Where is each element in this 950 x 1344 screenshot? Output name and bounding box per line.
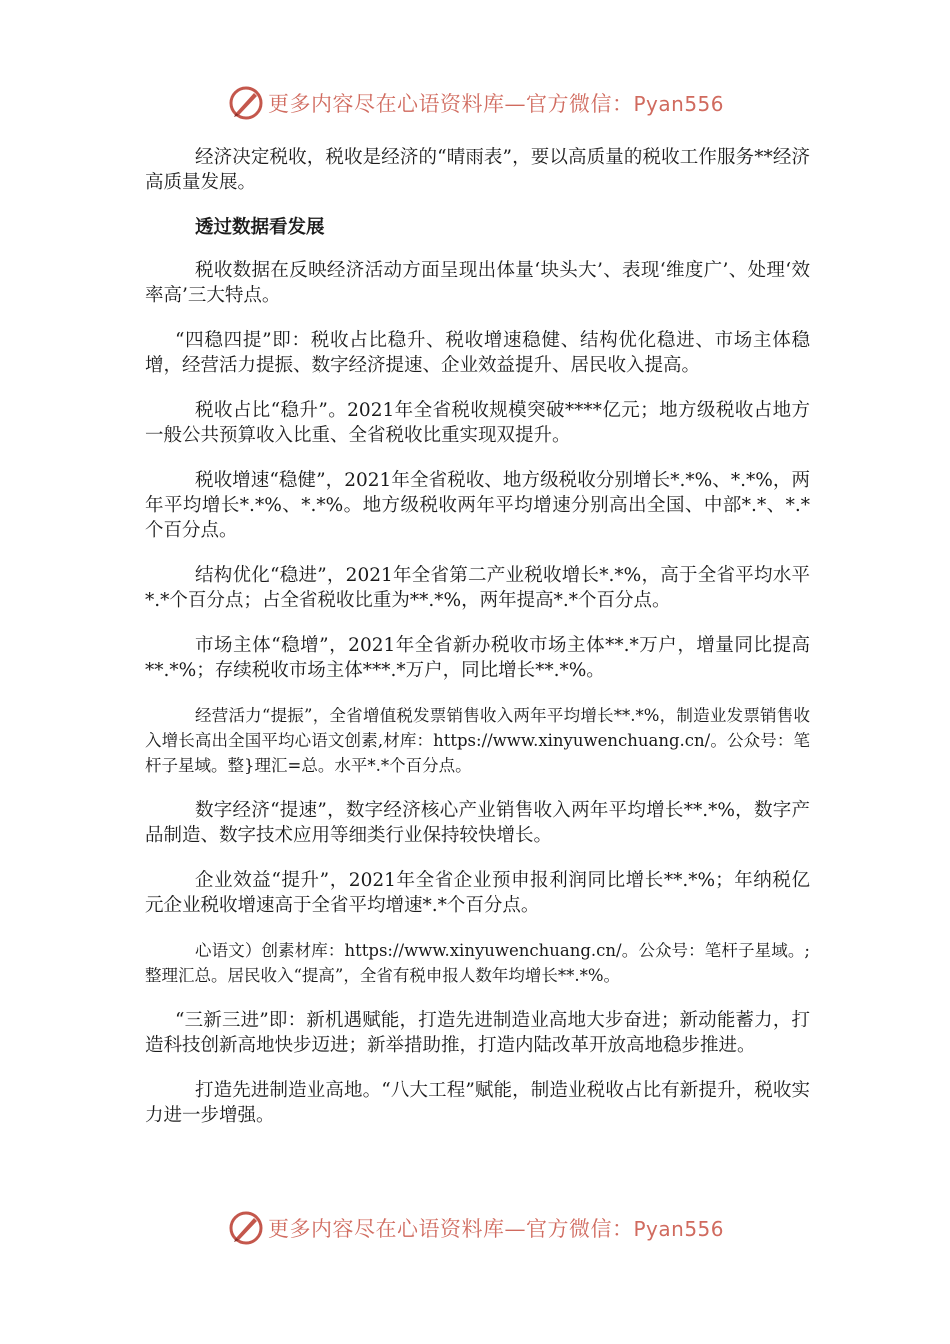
paragraph: 经营活力“提振”，全省增值税发票销售收入两年平均增长**.*%，制造业发票销售收入增长高出全国平均心语文创素,材库：https://www.xinyuwenchuang.cn/。公众号：笔杆子星域。整}理汇=总。水平*.*个百分点。 bbox=[145, 706, 810, 775]
banner-text: 更多内容尽在心语资料库—官方微信：Pyan556 bbox=[268, 1217, 725, 1241]
paragraph: 数字经济“提速”，数字经济核心产业销售收入两年平均增长**.*%，数字产品制造、数字技术应用等细类行业保持较快增长。 bbox=[145, 800, 810, 846]
quill-pen-logo-icon bbox=[228, 85, 264, 121]
paragraph: 税收占比“稳升”。2021年全省税收规模突破****亿元；地方级税收占地方一般公共预算收入比重、全省税收比重实现双提升。 bbox=[145, 400, 810, 446]
header-banner bbox=[228, 83, 724, 123]
paragraph: 心语文）创素材库：https://www.xinyuwenchuang.cn/。公众号：笔杆子星域。;整理汇总。居民收入“提高”，全省有税申报人数年均增长**.*%。 bbox=[145, 941, 810, 985]
quill-pen-logo-icon bbox=[228, 1210, 264, 1246]
paragraph: 税收增速“稳健”，2021年全省税收、地方级税收分别增长*.*%、*.*%，两年平均增长*.*%、*.*%。地方级税收两年平均增速分别高出全国、中部*.*、*.*个百分点。 bbox=[145, 470, 810, 541]
paragraph: 税收数据在反映经济活动方面呈现出体量‘块头大’、表现‘维度广’、处理‘效率高’三大特点。 bbox=[145, 260, 810, 306]
paragraph: 企业效益“提升”，2021年全省企业预申报利润同比增长**.*%；年纳税亿元企业税收增速高于全省平均增速*.*个百分点。 bbox=[145, 870, 810, 916]
paragraph: 打造先进制造业高地。“八大工程”赋能，制造业税收占比有新提升，税收实力进一步增强。 bbox=[145, 1080, 810, 1126]
banner-text: 更多内容尽在心语资料库—官方微信：Pyan556 bbox=[268, 92, 725, 116]
paragraph: “三新三进”即：新机遇赋能，打造先进制造业高地大步奋进；新动能蓄力，打造科技创新高地快步迈进；新举措助推，打造内陆改革开放高地稳步推进。 bbox=[145, 1010, 810, 1056]
paragraph: 经济决定税收，税收是经济的“晴雨表”，要以高质量的税收工作服务**经济高质量发展。 bbox=[145, 147, 810, 193]
paragraph: “四稳四提”即：税收占比稳升、税收增速稳健、结构优化稳进、市场主体稳增，经营活力提振、数字经济提速、企业效益提升、居民收入提高。 bbox=[145, 330, 810, 376]
document-body bbox=[145, 145, 810, 1148]
section-heading: 透过数据看发展 bbox=[195, 217, 325, 238]
paragraph: 市场主体“稳增”，2021年全省新办税收市场主体**.*万户，增量同比提高**.*%；存续税收市场主体***.*万户，同比增长**.*%。 bbox=[145, 635, 810, 681]
paragraph: 结构优化“稳进”，2021年全省第二产业税收增长*.*%，高于全省平均水平*.*个百分点；占全省税收比重为**.*%，两年提高*.*个百分点。 bbox=[145, 565, 810, 611]
footer-banner bbox=[228, 1208, 724, 1248]
